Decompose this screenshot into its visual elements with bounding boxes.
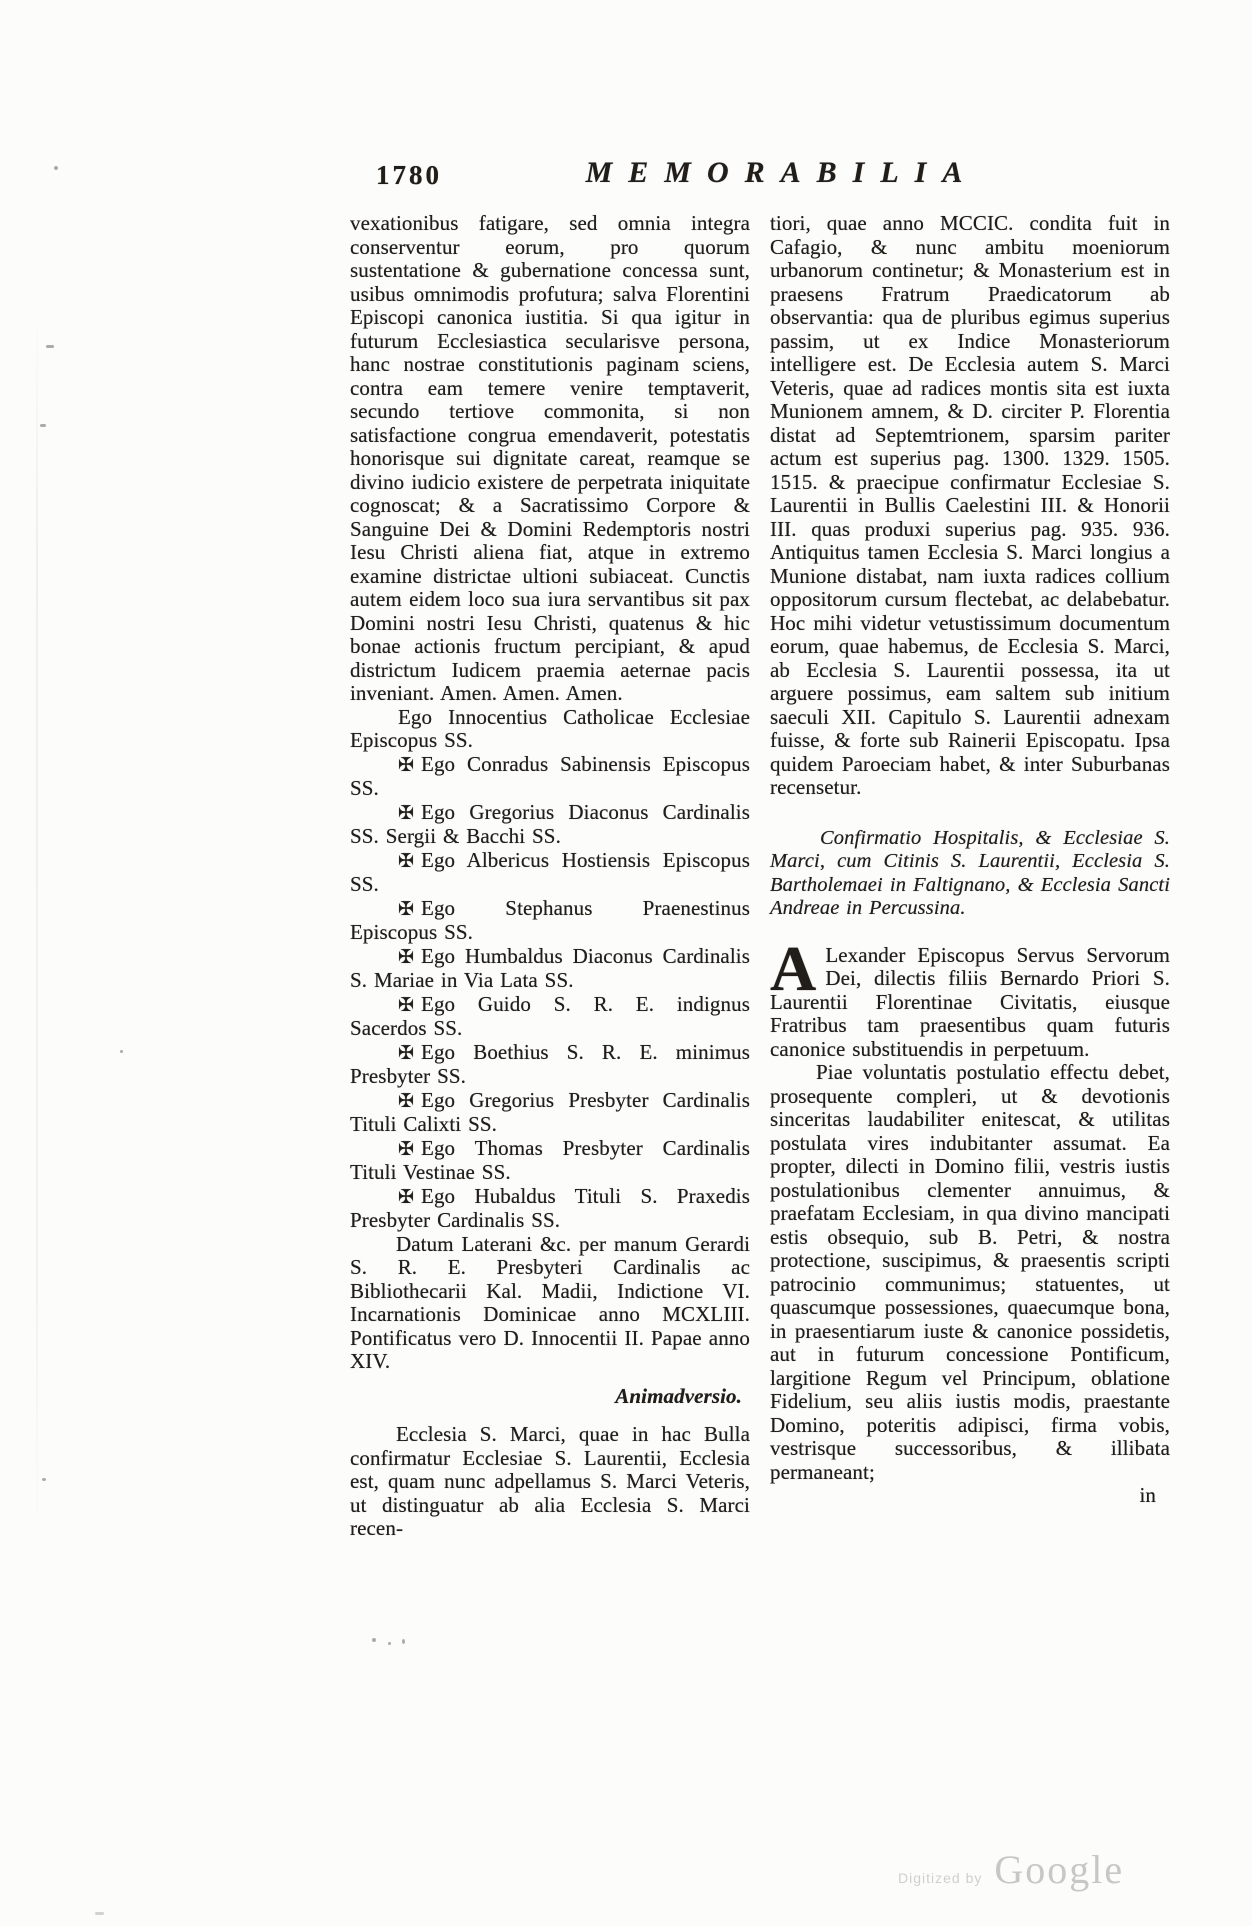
maltese-cross-icon: ✠ — [398, 898, 415, 920]
signature-text: Ego Conradus Sabinensis Episcopus SS. — [350, 751, 750, 800]
confirmatio-heading: Confirmatio Hospitalis, & Ecclesiae S. Marci, cum Citinis S. Laurentii, Ecclesia S. Bartholemaei in Faltignano, & Ecclesia Sancti Andreae in Percussina. — [770, 826, 1170, 919]
signature-text: Ego Albericus Hostiensis Episcopus SS. — [350, 847, 750, 896]
maltese-cross-icon: ✠ — [398, 946, 415, 968]
signature-text: Ego Thomas Presbyter Cardinalis Tituli Vestinae SS. — [350, 1135, 750, 1184]
maltese-cross-icon: ✠ — [398, 754, 415, 776]
signature-text: Ego Gregorius Diaconus Cardinalis SS. Sergii & Bacchi SS. — [350, 799, 750, 848]
maltese-cross-icon: ✠ — [398, 994, 415, 1016]
paragraph-dateline: Datum Laterani &c. per manum Gerardi S. R. E. Presbyteri Cardinalis ac Bibliothecarii Kal. Madii, Indictione VI. Incarnationis Dominicae anno MCXLIII. Pontificatus vero D. Innocentii II. Papae anno XIV. — [350, 1231, 750, 1373]
google-logo: Google — [994, 1847, 1125, 1892]
signature-line — [350, 897, 750, 945]
maltese-cross-icon: ✠ — [398, 1138, 415, 1160]
signature-text: Ego Gregorius Presbyter Cardinalis Tituli Calixti SS. — [350, 1087, 750, 1136]
text-columns — [350, 212, 1170, 1541]
signature-line — [350, 801, 750, 849]
signature-text: Ego Stephanus Praenestinus Episcopus SS. — [350, 895, 750, 944]
page-header — [350, 156, 1170, 212]
signature-text: Ego Guido S. R. E. indignus Sacerdos SS. — [350, 991, 750, 1040]
maltese-cross-icon: ✠ — [398, 1090, 415, 1112]
signature-text: Ego Hubaldus Tituli S. Praxedis Presbyter Cardinalis SS. — [350, 1183, 750, 1232]
signature-line — [350, 945, 750, 993]
maltese-cross-icon: ✠ — [398, 1186, 415, 1208]
scan-speck — [42, 1478, 46, 1481]
signature-line — [350, 1137, 750, 1185]
paragraph-piae-voluntatis: Piae voluntatis postulatio effectu debet, prosequente compleri, ut & devotionis sinceritas laudabiliter enitescat, & utilitas postulata vires indubitanter assumat. Ea propter, dilecti in Domino filii, vestris iustis postulationibus clementer annuimus, & praefatam Ecclesiam, in qua divino mancipati estis obsequio, sub B. Petri, & nostra protectione, suscipimus, & praesentis scripti patrocinio communimus; statuentes, ut quascumque possessiones, quaecumque bona, in praesentiarum iuste & canonice possidetis, aut in futurum concessione Pontificum, largitione Regum vel Principum, oblatione Fidelium, seu aliis iustis modis, praestante Domino, poteritis adipisci, firma vobis, vestrisque successoribus, & illibata permaneant; — [770, 1060, 1170, 1484]
scan-speck — [372, 1638, 376, 1642]
signature-line — [350, 1041, 750, 1089]
animadversio-heading: Animadversio. — [615, 1383, 742, 1408]
alexander-bull-text: Lexander Episcopus Servus Servorum Dei, dilectis filiis Bernardo Priori S. Laurentii Florentinae Civitatis, eiusque Fratribus tam praesentibus quam futuris canonice substituendis in perpetuum. — [770, 942, 1170, 1061]
signature-line — [350, 753, 750, 801]
scan-speck — [402, 1639, 405, 1644]
signature-line — [350, 849, 750, 897]
page-title: MEMORABILIA — [585, 156, 979, 189]
google-watermark — [898, 1846, 1124, 1893]
paragraph-alexander-bull — [770, 932, 1170, 1062]
paragraph-bull-conclusion: vexationibus fatigare, sed omnia integra conserventur eorum, pro quorum sustentatione & gubernatione concessa sunt, usibus omnimodis profutura; salva Florentini Episcopi canonica iustitia. Si qua igitur in futurum Ecclesiastica secularisve persona, hanc nostrae constitutionis paginam sciens, contra eam temere venire temptaverit, secundo tertiove commonita, si non satisfactione congrua emendaverit, potestatis honorisque sui dignitate careat, reamque se divino iudicio existere de perpetrata iniquitate cognoscat; & a Sacratissimo Corpore & Sanguine Dei & Domini Redemptoris nostri Iesu Christi aliena fiat, atque in extremo examine districtae ultioni subiaceat. Cunctis autem eidem loco sua iura servantibus sit pax Domini nostri Iesu Christi, quatenus & hic bonae actionis fructum percipiant, & apud districtum Iudicem praemia aeternae pacis inveniant. Amen. Amen. Amen. — [350, 211, 750, 705]
signature-line — [350, 1089, 750, 1137]
catchword: in — [1139, 1483, 1156, 1507]
scan-speck — [46, 345, 54, 348]
scan-speck — [388, 1642, 391, 1645]
paragraph-animadversio-continuation: tiori, quae anno MCCIC. condita fuit in Cafagio, & nunc ambitu moeniorum urbanorum continetur; & Monasterium est in praesens Fratrum Praedicatorum ab observantia: qua de pluribus egimus superius passim, ut ex Indice Monasteriorum intelligere est. De Ecclesia autem S. Marci Veteris, quae ad radices montis sita est iuxta Munionem amnem, & D. circiter P. Florentia distat ad Septemtrionem, sparsim pariter actum est superius pag. 1300. 1329. 1505. 1515. & praecipue confirmatur Ecclesiae S. Laurentii in Bullis Caelestini III. & Honorii III. quas produxi superius pag. 935. 936. Antiquitus tamen Ecclesia S. Marci longius a Munione distabat, nam iuxta radices collium oppositorum cursum flectebat, ac delabebatur. Hoc mihi videtur vetustissimum documentum eorum, quae habemus, de Ecclesia S. Marci, ab Ecclesia S. Laurentii possessa, ita ut arguere possimus, eam saltem sub initium saeculi XII. Capitulo S. Laurentii adnexam fuisse, & forte sub Rainerii Episcopatu. Ipsa quidem Paroeciam habet, & inter Suburbanas recensetur. — [770, 211, 1170, 799]
page-number: 1780 — [376, 160, 442, 190]
digitized-by-text: Digitized by — [898, 1870, 983, 1886]
signature-text: Ego Boethius S. R. E. minimus Presbyter SS. — [350, 1039, 750, 1088]
page-content — [350, 156, 1170, 1541]
maltese-cross-icon: ✠ — [398, 802, 415, 824]
signature-line — [350, 706, 750, 753]
scan-speck — [95, 1912, 104, 1915]
signature-line — [350, 1185, 750, 1233]
dropcap-letter-A: A — [770, 932, 817, 1004]
paragraph-animadversio-body: Ecclesia S. Marci, quae in hac Bulla confirmatur Ecclesiae S. Laurentii, Ecclesia est, quam nunc adpellamus S. Marci Veteris, ut distinguatur ab alia Ecclesia S. Marci recen- — [350, 1422, 750, 1540]
signature-line — [350, 993, 750, 1041]
right-column — [770, 212, 1170, 1508]
scan-speck — [120, 1050, 123, 1053]
maltese-cross-icon: ✠ — [398, 1042, 415, 1064]
scan-speck — [54, 166, 58, 170]
scan-speck — [40, 424, 46, 427]
left-column — [350, 212, 750, 1541]
signature-text: Ego Humbaldus Diaconus Cardinalis S. Mariae in Via Lata SS. — [350, 943, 750, 992]
signature-text: Ego Innocentius Catholicae Ecclesiae Episcopus SS. — [350, 704, 750, 752]
maltese-cross-icon: ✠ — [398, 850, 415, 872]
page-gutter-shadow — [36, 300, 38, 1550]
